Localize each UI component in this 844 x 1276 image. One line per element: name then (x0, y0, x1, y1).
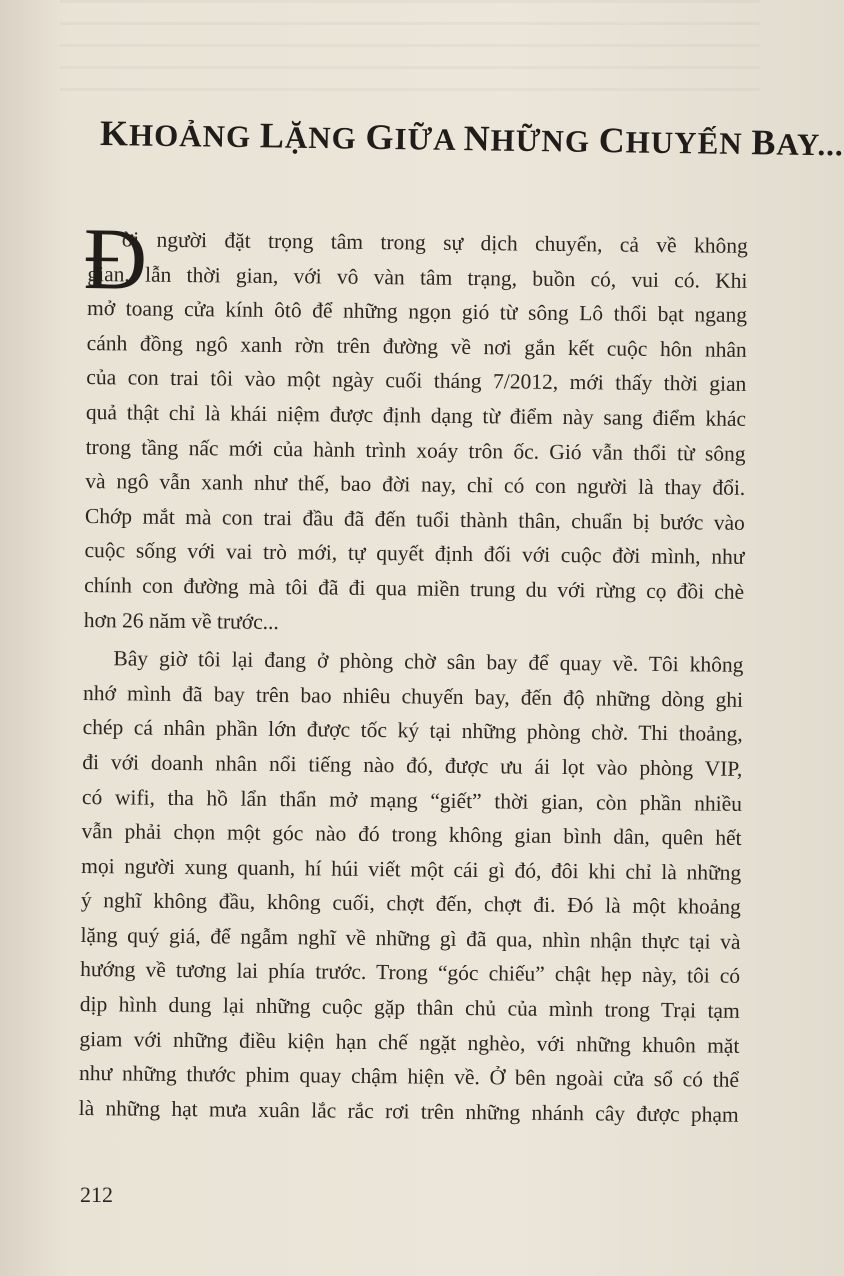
text-line: là những hạt mưa xuân lắc rắc rơi trên những nhánh cây được phạm (78, 1095, 739, 1127)
title-letter: G (365, 116, 395, 158)
text-line: ời người đặt trọng tâm trong sự dịch chuyển, cả về không (121, 227, 748, 258)
text-line: Bây giờ tôi lại đang ở phòng chờ sân bay để quay về. Tôi không (113, 646, 744, 678)
text-line: vẫn phải chọn một góc nào đó trong không gian bình dân, quên hết (81, 819, 742, 850)
title-letter: L (259, 115, 286, 156)
title-part: ẶNG (284, 119, 366, 156)
text-line: mở toang cửa kính ôtô để những ngọn gió từ sông Lô thổi bạt ngang (86, 296, 748, 328)
chapter-title (99, 112, 844, 163)
text-line: cuộc sống với vai trò mới, tự quyết định đối với cuộc đời mình, như (84, 538, 745, 570)
title-part: HOẢNG (128, 117, 261, 155)
title-part: HUYẾN (625, 124, 752, 162)
title-letter: C (598, 119, 627, 161)
text-line: và ngô vẫn xanh như thế, bao đời nay, chỉ có con người là thay đổi. (85, 469, 746, 501)
text-line: dịp hình dung lại những cuộc gặp thân chủ của mình trong Trại tạm (79, 992, 740, 1023)
text-line: giam với những điều kiện hạn chế ngặt nghèo, với những khuôn mặt (79, 1026, 740, 1058)
page-number: 212 (80, 1182, 113, 1207)
title-part: IỮA (394, 121, 464, 158)
body-text (78, 210, 748, 1132)
title-letter: N (463, 118, 491, 159)
text-line: gian, lẫn thời gian, với vô vàn tâm trạng, buồn có, vui có. Khi (87, 261, 748, 293)
paragraph-1 (83, 210, 748, 644)
text-line: mọi người xung quanh, hí húi viết một cái gì đó, đôi khi chỉ là những (81, 853, 742, 885)
bleed-through-text (60, 0, 760, 110)
text-line: cánh đồng ngô xanh rờn trên đường về nơi gắn kết cuộc hôn nhân (86, 330, 747, 362)
text-line: như những thước phim quay chậm hiện về. Ở bên ngoài cửa sổ có thể (78, 1061, 740, 1093)
title-part: AY... (776, 126, 844, 163)
text-line: chép cá nhân phần lớn được tốc ký tại những phòng chờ. Thi thoảng, (82, 715, 743, 747)
text-line: hơn 26 năm về trước... (83, 607, 279, 634)
text-line: nhớ mình đã bay trên bao nhiêu chuyến bay, đến độ những dòng ghi (82, 680, 744, 712)
text-line: đi với doanh nhân nổi tiếng nào đó, được ưu ái lọt vào phòng VIP, (82, 749, 743, 781)
text-line: trong tầng nấc mới của hành trình xoáy trôn ốc. Gió vẫn thổi từ sông (85, 434, 746, 466)
text-line: Chớp mắt mà con trai đầu đã đến tuổi thành thân, chuẩn bị bước vào (84, 503, 746, 535)
text-line: của con trai tôi vào một ngày cuối tháng 7/2012, mới thấy thời gian (86, 365, 747, 397)
text-line: chính con đường mà tôi đã đi qua miền trung du với rừng cọ đồi chè (84, 572, 745, 604)
text-line: hướng về tương lai phía trước. Trong “góc chiếu” chật hẹp này, tôi có (80, 957, 741, 989)
title-letter: B (751, 122, 777, 163)
text-line: có wifi, tha hồ lẩn thẩn mở mạng “giết” thời gian, còn phần nhiều (81, 784, 743, 816)
paragraph-2 (79, 641, 744, 1132)
text-line: lặng quý giá, để ngẫm nghĩ về những gì đã qua, nhìn nhận thực tại và (80, 922, 741, 954)
text-line: quả thật chỉ là khái niệm được định dạng từ điểm này sang điểm khác (85, 399, 747, 431)
text-line: ý nghĩ không đầu, không cuối, chợt đến, chợt đi. Đó là một khoảng (80, 888, 741, 920)
title-part: HỮNG (490, 122, 599, 159)
title-letter: K (99, 113, 130, 154)
drop-cap: Đ (83, 210, 148, 309)
